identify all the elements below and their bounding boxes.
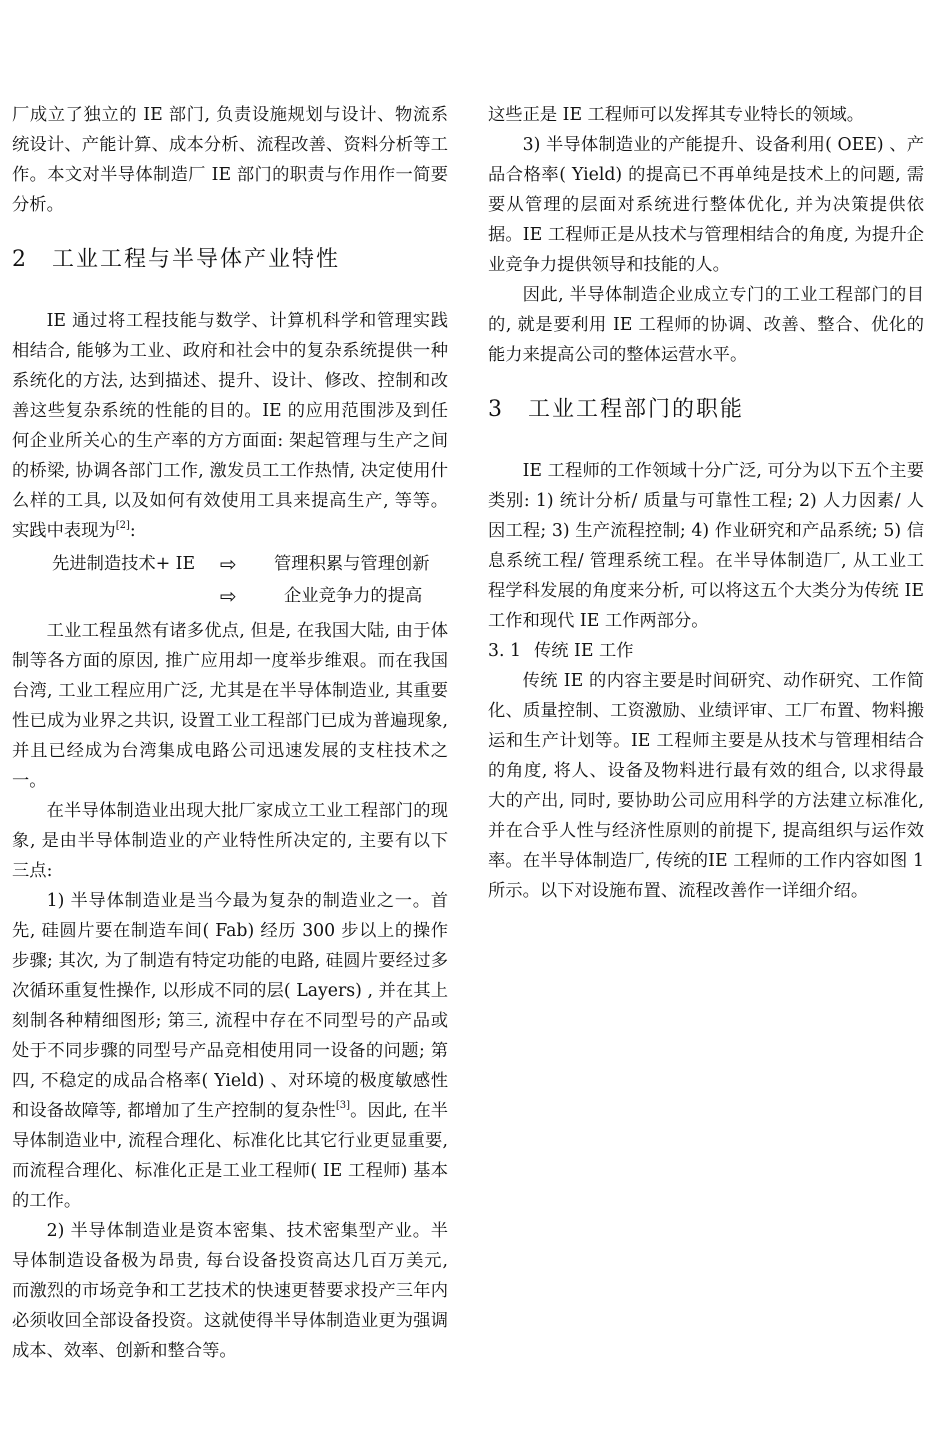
section-3-paragraph-1: IE 工程师的工作领域十分广泛, 可分为以下五个主要类别: 1) 统计分析/ 质量与可靠性工程; 2) 人力因素/ 人因工程; 3) 生产流程控制; 4) 作业研究和产品系统; 5) 信息系统工程/ 管理系统工程。在半导体制造厂, 从工业工程学科发展的角度来分析, 可以将这五个大类分为传统 IE 工作和现代 IE 工作两部分。 [488, 461, 924, 631]
paragraph-end: : [129, 521, 136, 541]
arrow-icon: ⇨ [220, 584, 237, 608]
subsection-3-1-paragraph: 传统 IE 的内容主要是时间研究、动作研究、工作简化、质量控制、工资激励、业绩评审、工厂布置、物料搬运和生产计划等。IE 工程师主要是从技术与管理相结合的角度, 将人、设备及物料进行最有效的组合, 以求得最大的产出, 同时, 要协助公司应用科学的方法建立标准化, 并在合乎人性与经济性原则的前提下, 提高组织与运作效率。在半导体制造厂, 传统的IE 工程师的工作内容如图 1 所示。以下对设施布置、流程改善作一详细介绍。 [488, 671, 924, 901]
point-3-paragraph: 3) 半导体制造业的产能提升、设备利用( OEE) 、产品合格率( Yield) 的提高已不再单纯是技术上的问题, 需要从管理的层面对系统进行整体优化, 并为决策提供依据。IE 工程师正是从技术与管理相结合的角度, 为提升企业竞争力提供领导和技能的人。 [488, 135, 924, 275]
right-column [488, 100, 924, 906]
formula-lhs: 先进制造技术+ IE [52, 554, 196, 574]
subsection-3-1-title: 传统 IE 工作 [534, 641, 634, 661]
section-3-heading [488, 394, 924, 426]
section-2-paragraph-5: 2) 半导体制造业是资本密集、技术密集型产业。半导体制造设备极为昂贵, 每台设备投资高达几百万美元, 而激烈的市场竞争和工艺技术的快速更替要求投产三年内必须收回全部设备投资。这就使得半导体制造业更为强调成本、效率、创新和整合等。 [12, 1221, 448, 1361]
formula-row-2 [12, 580, 448, 612]
formula-rhs-1: 管理积累与管理创新 [274, 554, 430, 574]
section-2-paragraph-2: 工业工程虽然有诸多优点, 但是, 在我国大陆, 由于体制等各方面的原因, 推广应用却一度举步维艰。而在我国台湾, 工业工程应用广泛, 尤其是在半导体制造业, 其重要性已成为业界之共识, 设置工业工程部门已成为普遍现象, 并且已经成为台湾集成电路公司迅速发展的支柱技术之一。 [12, 621, 448, 791]
section-2-paragraph-3: 在半导体制造业出现大批厂家成立工业工程部门的现象, 是由半导体制造业的产业特性所决定的, 主要有以下三点: [12, 801, 448, 881]
section-3-number: 3 [488, 397, 504, 422]
paragraph-text: 1) 半导体制造业是当今最为复杂的制造业之一。首先, 硅圆片要在制造车间( Fab) 经历 300 步以上的操作步骤; 其次, 为了制造有特定功能的电路, 硅圆片要经过多次循环重复性操作, 以形成不同的层( Layers) , 并在其上刻制各种精细图形; 第三, 流程中存在不同型号的产品或处于不同步骤的同型号产品竞相使用同一设备的问题; 第四, 不稳定的成品合格率( Yield) 、对环境的极度敏感性和设备故障等, 都增加了生产控制的复杂性 [12, 891, 448, 1121]
subsection-3-1-heading [488, 636, 924, 666]
formula-block [12, 548, 448, 612]
section-2-title: 工业工程与半导体产业特性 [52, 247, 341, 272]
section-2-heading [12, 244, 448, 276]
subsection-3-1-number: 3. 1 [488, 641, 521, 661]
arrow-icon: ⇨ [220, 552, 237, 576]
citation-ref: [3] [335, 1100, 351, 1111]
formula-row-1 [12, 548, 448, 580]
paragraph-end: 。因此, 在半导体制造业中, 流程合理化、标准化比其它行业更显重要, 而流程合理化、标准化正是工业工程师( IE 工程师) 基本的工作。 [12, 1101, 448, 1211]
section-3-title: 工业工程部门的职能 [528, 397, 745, 422]
therefore-paragraph: 因此, 半导体制造企业成立专门的工业工程部门的目的, 就是要利用 IE 工程师的协调、改善、整合、优化的能力来提高公司的整体运营水平。 [488, 285, 924, 365]
paragraph-text: IE 通过将工程技能与数学、计算机科学和管理实践相结合, 能够为工业、政府和社会中的复杂系统提供一种系统化的方法, 达到描述、提升、设计、修改、控制和改善这些复杂系统的性能的目的。IE 的应用范围涉及到任何企业所关心的生产率的方方面面: 架起管理与生产之间的桥梁, 协调各部门工作, 激发员工工作热情, 决定使用什么样的工具, 以及如何有效使用工具来提高生产, 等等。实践中表现为 [12, 311, 448, 541]
intro-paragraph: 厂成立了独立的 IE 部门, 负责设施规划与设计、物流系统设计、产能计算、成本分析、流程改善、资料分析等工作。本文对半导体制造厂 IE 部门的职责与作用作一简要分析。 [12, 105, 448, 215]
citation-ref: [2] [115, 520, 130, 531]
section-2-number: 2 [12, 247, 28, 272]
formula-rhs-2: 企业竞争力的提高 [284, 586, 423, 606]
continued-paragraph: 这些正是 IE 工程师可以发挥其专业特长的领域。 [488, 105, 865, 125]
left-column [12, 100, 448, 1366]
section-2-paragraph-4 [12, 886, 448, 1216]
section-2-paragraph-1 [12, 306, 448, 546]
